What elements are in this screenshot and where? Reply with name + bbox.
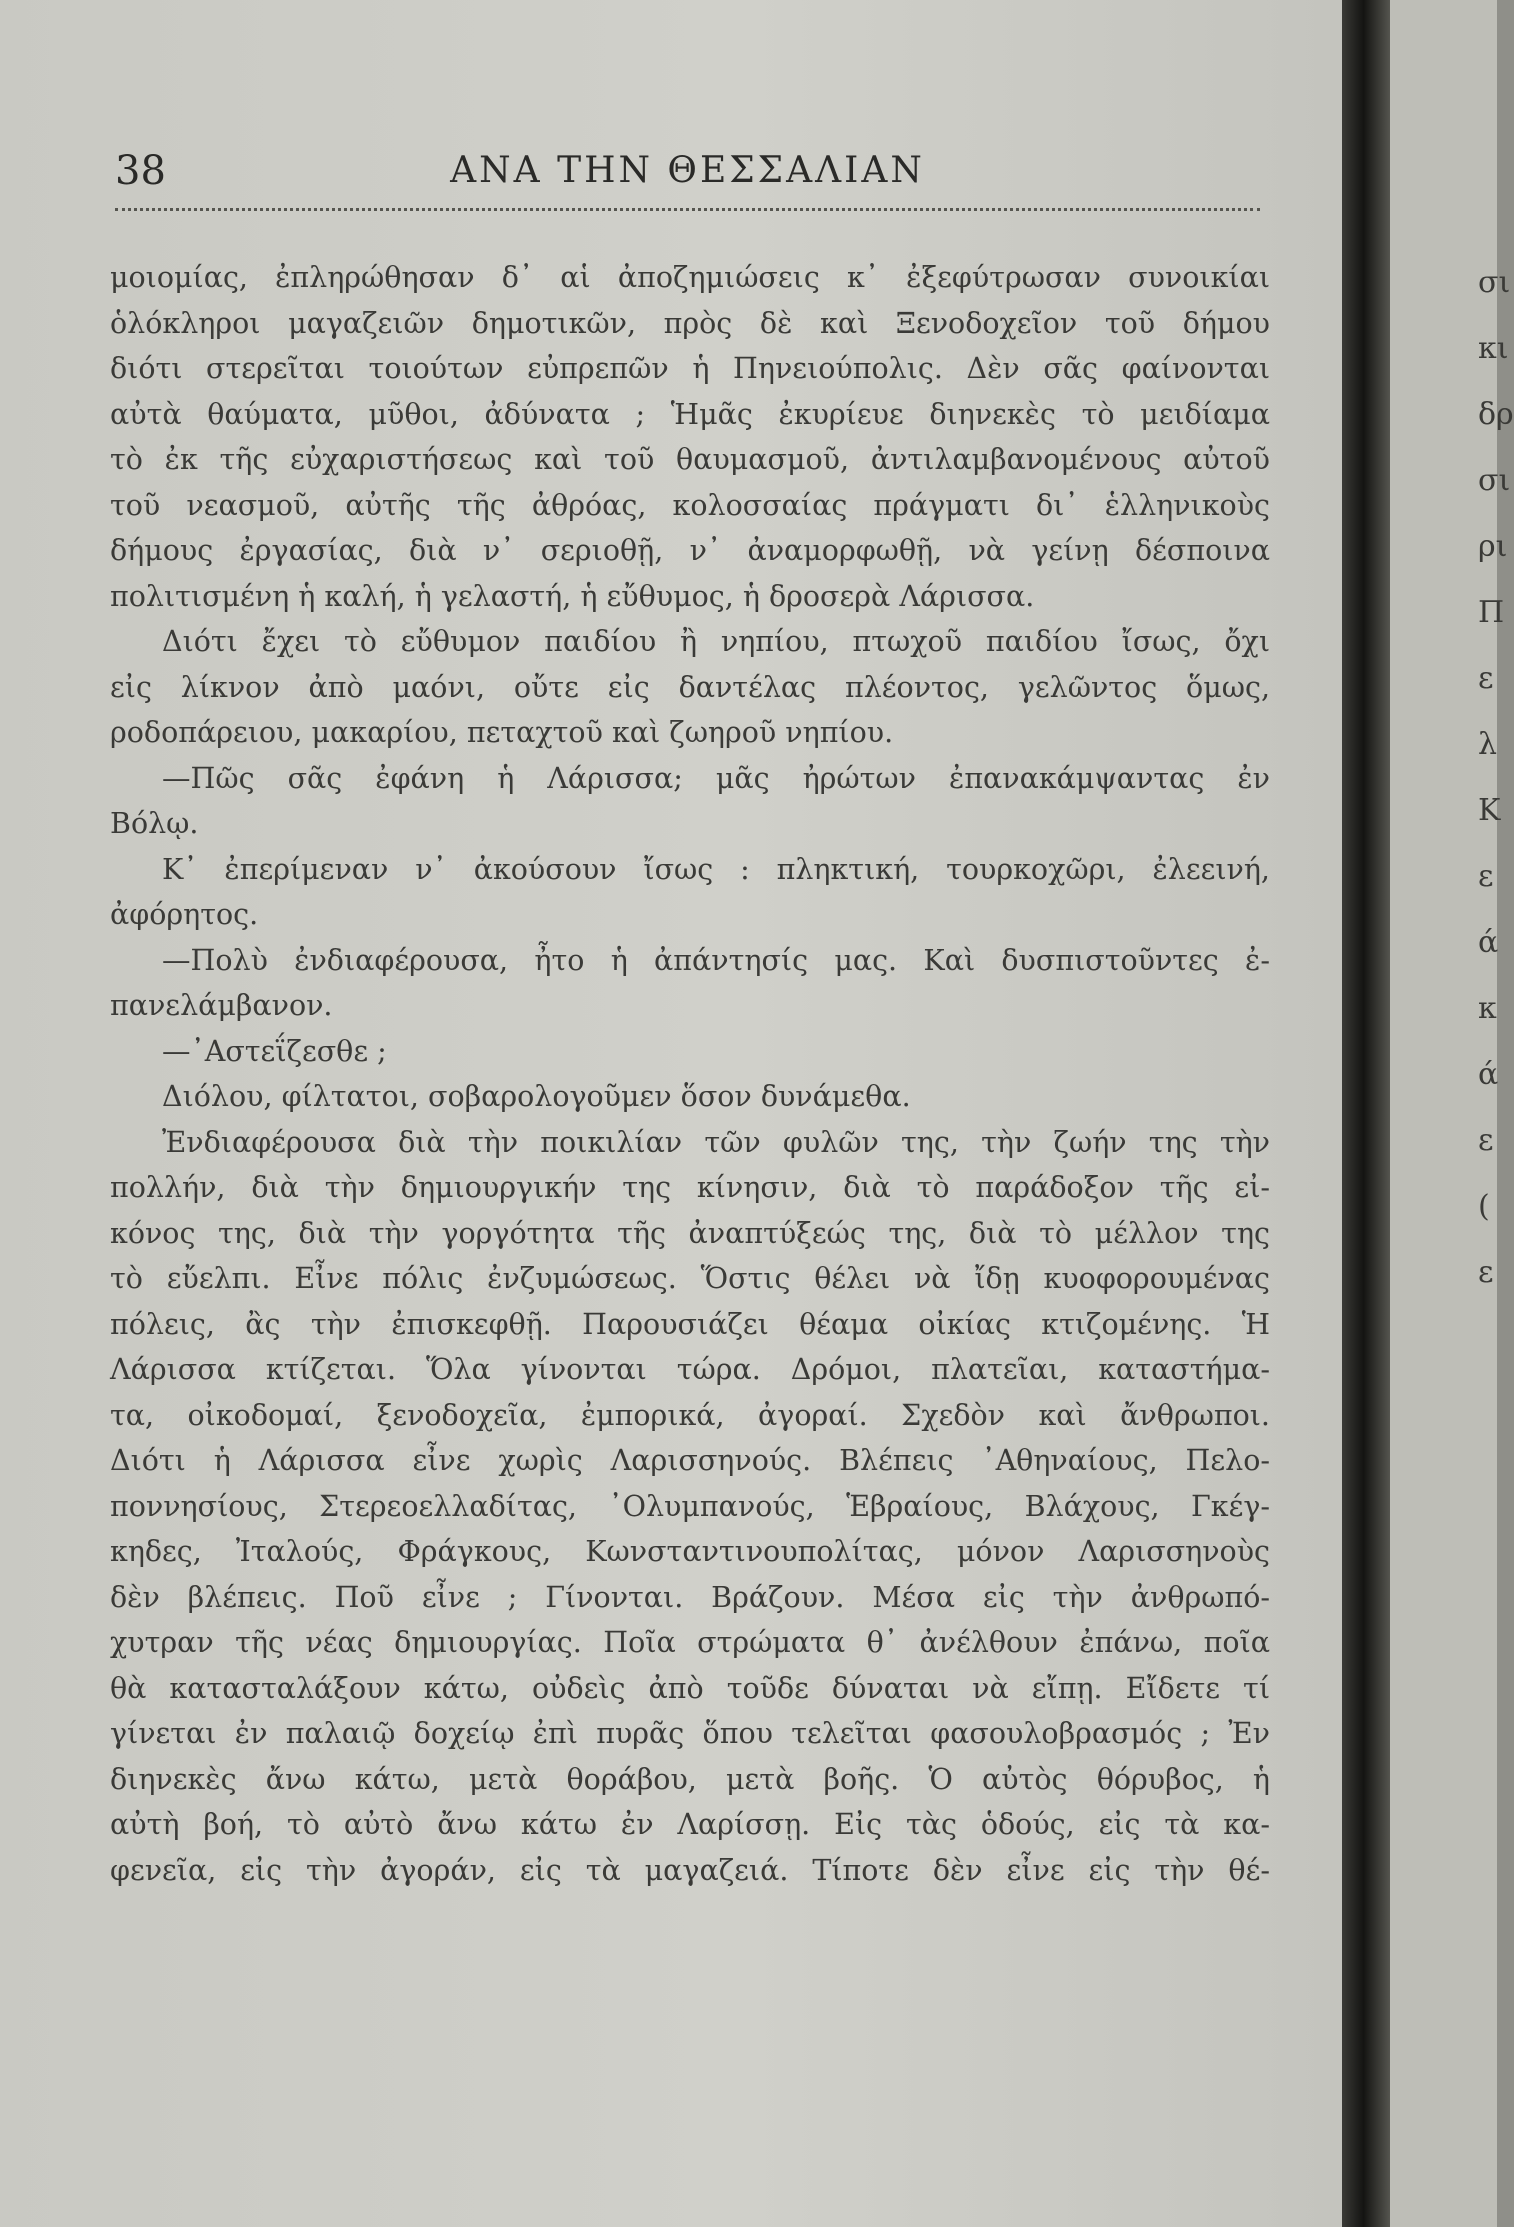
facing-page-fragment: ρι	[1478, 529, 1508, 564]
text-line: —Πολὺ ἐνδιαφέρουσα, ἦτο ἡ ἀπάντησίς μας. Καὶ δυσπιστοῦντες ἐ-	[162, 943, 1270, 977]
text-line: Διότι ἡ Λάρισσα εἶνε χωρὶς Λαρισσηνούς. Βλέπεις ᾽Αθηναίους, Πελο-	[110, 1444, 1270, 1477]
text-line: τὸ εὔελπι. Εἶνε πόλις ἐνζυμώσεως. Ὅστις θέλει νὰ ἴδῃ κυοφορουμένας	[110, 1262, 1270, 1295]
text-line: γίνεται ἐν παλαιῷ δοχείῳ ἐπὶ πυρᾶς ὅπου τελεῖται φασουλοβρασμός ; Ἐν	[110, 1717, 1270, 1750]
text-line: αὐτὴ βοή, τὸ αὐτὸ ἄνω κάτω ἐν Λαρίσσῃ. Εἰς τὰς ὁδούς, εἰς τὰ κα-	[110, 1808, 1270, 1841]
text-line: Κ᾽ ἐπερίμεναν ν᾽ ἀκούσουν ἴσως : πληκτική, τουρκοχῶρι, ἐλεεινή,	[162, 852, 1270, 886]
text-line: χυτραν τῆς νέας δημιουργίας. Ποῖα στρώματα θ᾽ ἀνέλθουν ἐπάνω, ποῖα	[110, 1626, 1270, 1659]
text-line: Διότι ἔχει τὸ εὔθυμον παιδίου ἢ νηπίου, πτωχοῦ παιδίου ἴσως, ὄχι	[162, 625, 1270, 658]
text-line: κόνος της, διὰ τὴν γοργότητα τῆς ἀναπτύξεώς της, διὰ τὸ μέλλον της	[110, 1216, 1270, 1250]
facing-page-fragments	[1478, 250, 1514, 1306]
facing-page-fragment: Π	[1478, 595, 1505, 630]
text-line: πόλεις, ἂς τὴν ἐπισκεφθῇ. Παρουσιάζει θέαμα οἰκίας κτιζομένης. Ἡ	[110, 1307, 1270, 1341]
book-gutter	[1342, 0, 1390, 2227]
facing-page-fragment: σι	[1478, 265, 1511, 300]
facing-page-fragment: Κ	[1478, 793, 1501, 828]
text-line: τα, οἰκοδομαί, ξενοδοχεῖα, ἐμπορικά, ἀγοραί. Σχεδὸν καὶ ἄνθρωποι.	[110, 1398, 1270, 1432]
text-line: δήμους ἐργασίας, διὰ ν᾽ σεριοθῇ, ν᾽ ἀναμορφωθῇ, νὰ γείνῃ δέσποινα	[110, 534, 1270, 567]
facing-page-fragment: ε	[1478, 859, 1494, 894]
text-line: κηδες, Ἰταλούς, Φράγκους, Κωνσταντινουπολίτας, μόνον Λαρισσηνοὺς	[110, 1535, 1270, 1568]
text-line: φενεῖα, εἰς τὴν ἀγοράν, εἰς τὰ μαγαζειά. Τίποτε δὲν εἶνε εἰς τὴν θέ-	[110, 1853, 1270, 1887]
text-line: —᾽Αστεΐζεσθε ;	[162, 1034, 387, 1068]
text-line: πολιτισμένη ἡ καλή, ἡ γελαστή, ἡ εὔθυμος, ἡ δροσερὰ Λάρισσα.	[110, 579, 1035, 613]
facing-page-fragment: ά	[1478, 925, 1499, 960]
body-text	[110, 255, 1270, 1893]
facing-page-fragment: κ	[1478, 991, 1497, 1026]
facing-page-fragment: ε	[1478, 1255, 1494, 1290]
facing-page-fragment: ά	[1478, 1057, 1499, 1092]
facing-page-fragment: δρ	[1478, 397, 1514, 432]
facing-page-fragment: σι	[1478, 463, 1511, 498]
facing-page-fragment: κι	[1478, 331, 1509, 366]
text-line: αὐτὰ θαύματα, μῦθοι, ἀδύνατα ; Ἡμᾶς ἐκυρίευε διηνεκὲς τὸ μειδίαμα	[110, 397, 1270, 431]
text-line: πανελάμβανον.	[110, 989, 333, 1022]
text-line: μοιομίας, ἐπληρώθησαν δ᾽ αἱ ἀποζημιώσεις κ᾽ ἐξεφύτρωσαν συνοικίαι	[110, 261, 1270, 294]
facing-page-fragment: ε	[1478, 661, 1494, 696]
facing-page-fragment: λ	[1478, 727, 1498, 762]
text-line: διηνεκὲς ἄνω κάτω, μετὰ θοράβου, μετὰ βοῆς. Ὁ αὐτὸς θόρυβος, ἡ	[110, 1762, 1270, 1796]
text-line: εἰς λίκνον ἀπὸ μαόνι, οὔτε εἰς δαντέλας πλέοντος, γελῶντος ὅμως,	[110, 670, 1270, 704]
text-line: Ἐνδιαφέρουσα διὰ τὴν ποικιλίαν τῶν φυλῶν της, τὴν ζωήν της τὴν	[162, 1125, 1270, 1159]
text-line: ποννησίους, Στερεοελλαδίτας, ᾽Ολυμπανούς, Ἑβραίους, Βλάχους, Γκέγ-	[110, 1489, 1270, 1523]
text-line: πολλήν, διὰ τὴν δημιουργικήν της κίνησιν, διὰ τὸ παράδοξον τῆς εἰ-	[110, 1171, 1270, 1204]
facing-page-fragment: ε	[1478, 1123, 1494, 1158]
running-title: ΑΝΑ ΤΗΝ ΘΕΣΣΑΛΙΑΝ	[450, 150, 925, 191]
text-line: Λάρισσα κτίζεται. Ὅλα γίνονται τώρα. Δρόμοι, πλατεῖαι, καταστήμα-	[110, 1353, 1270, 1386]
text-line: διότι στερεῖται τοιούτων εὐπρεπῶν ἡ Πηνειούπολις. Δὲν σᾶς φαίνονται	[110, 352, 1270, 385]
text-line: ὁλόκληροι μαγαζειῶν δημοτικῶν, πρὸς δὲ καὶ Ξενοδοχεῖον τοῦ δήμου	[110, 306, 1270, 340]
text-line: τοῦ νεασμοῦ, αὐτῆς τῆς ἀθρόας, κολοσσαίας πράγματι δι᾽ ἑλληνικοὺς	[110, 488, 1270, 522]
page-number: 38	[115, 148, 166, 194]
text-line: —Πῶς σᾶς ἐφάνη ἡ Λάρισσα; μᾶς ἠρώτων ἐπανακάμψαντας ἐν	[162, 761, 1270, 795]
facing-page-fragment: (	[1478, 1189, 1490, 1224]
page-header	[115, 148, 1260, 204]
text-line: ἀφόρητος.	[110, 898, 259, 931]
text-line: Βόλῳ.	[110, 807, 199, 840]
text-line: τὸ ἐκ τῆς εὐχαριστήσεως καὶ τοῦ θαυμασμοῦ, ἀντιλαμβανομένους αὐτοῦ	[110, 443, 1270, 476]
header-rule	[115, 208, 1260, 211]
text-line: Διόλου, φίλτατοι, σοβαρολογοῦμεν ὅσον δυνάμεθα.	[162, 1080, 911, 1113]
text-line: θὰ κατασταλάξουν κάτω, οὐδεὶς ἀπὸ τοῦδε δύναται νὰ εἴπῃ. Εἴδετε τί	[110, 1671, 1270, 1705]
text-line: ροδοπάρειου, μακαρίου, πεταχτοῦ καὶ ζωηροῦ νηπίου.	[110, 716, 894, 749]
text-line: δὲν βλέπεις. Ποῦ εἶνε ; Γίνονται. Βράζουν. Μέσα εἰς τὴν ἀνθρωπό-	[110, 1580, 1270, 1614]
